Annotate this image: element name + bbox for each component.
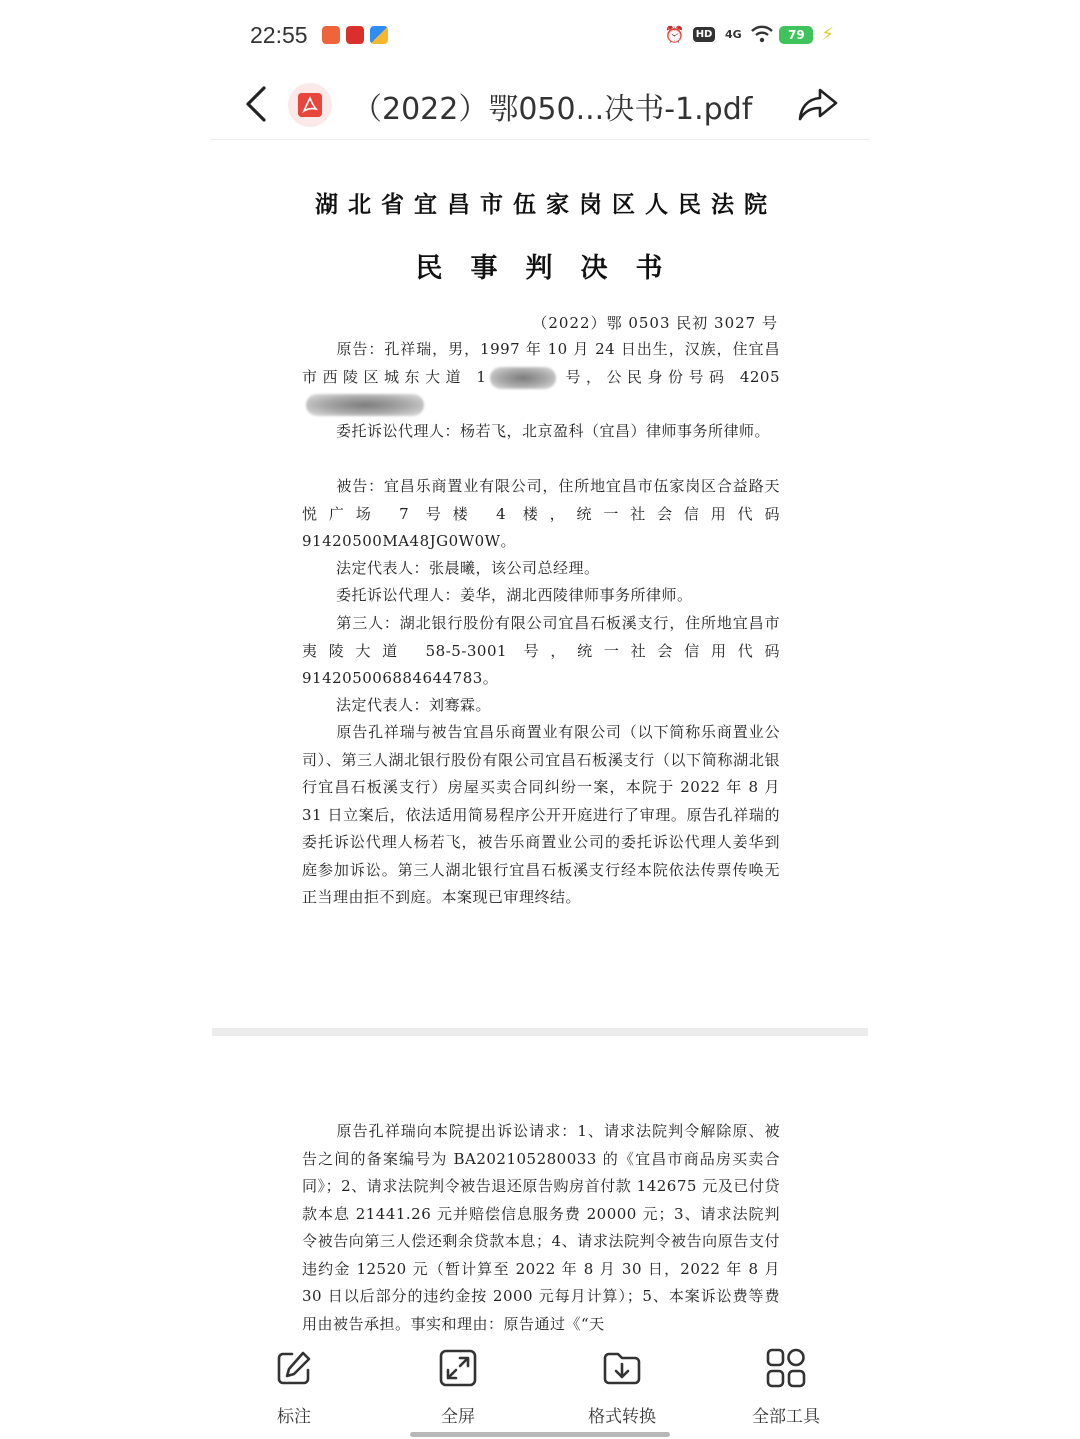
plaintiff-text-b: 号，公民身份号码 4205 [560, 367, 781, 386]
case-number: （2022）鄂 0503 民初 3027 号 [532, 314, 778, 332]
share-icon[interactable] [796, 82, 840, 126]
app-notification-icon [322, 26, 340, 44]
defendant-rep-text: 法定代表人：张晨曦，该公司总经理。 [336, 559, 600, 577]
plaintiff-paragraph [302, 336, 780, 419]
app-header [210, 70, 870, 140]
convert-icon [600, 1346, 644, 1390]
plaintiff-agent-paragraph [302, 418, 780, 446]
pdf-icon [288, 83, 332, 127]
all-tools-button[interactable] [726, 1346, 846, 1427]
third-party-rep-text: 法定代表人：刘骞霖。 [336, 696, 492, 714]
claims-text: 原告孔祥瑞向本院提出诉讼请求：1、请求法院判令解除原、被告之间的备案编号为 BA202105280033 的《宜昌市商品房买卖合同》；2、请求法院判令被告退还原告购房首付款 142675 元及已付贷款本息 21441.26 元并赔偿信息服务费 20000 元；3、请求法院判令被告向第三人偿还剩余贷款本息；4、请求法院判令被告向原告支付违约金 12520 元（暂计算至 2022 年 8 月 30 日，2022 年 8 月 30 日以后部分的违约金按 2000 元每月计算）；5、本案诉讼费等费用由被告承担。事实和理由：原告通过《“天 [302, 1122, 780, 1333]
notification-icons [322, 26, 388, 44]
redacted-id-number [306, 394, 424, 416]
document-type: 民事判决书 [415, 253, 691, 284]
app-notification-icon [370, 26, 388, 44]
charging-icon: ⚡ [821, 24, 834, 45]
hd-icon: HD [693, 27, 716, 42]
alarm-icon: ⏰ [664, 24, 685, 44]
back-icon[interactable] [238, 80, 278, 128]
defendant-text: 被告：宜昌乐商置业有限公司，住所地宜昌市伍家岗区合益路天悦广场 7 号楼 4 楼，统一社会信用代码 91420500MA48JG0W0W。 [302, 477, 780, 550]
page-separator [212, 1028, 868, 1036]
annotate-button[interactable] [234, 1346, 354, 1427]
annotate-icon [272, 1346, 316, 1390]
case-summary-paragraph [302, 719, 780, 912]
home-indicator[interactable] [410, 1432, 670, 1437]
defendant-paragraph [302, 473, 780, 556]
defendant-rep-paragraph [302, 555, 780, 583]
convert-label: 格式转换 [588, 1407, 656, 1427]
defendant-agent-paragraph [302, 582, 780, 610]
claims-paragraph [302, 1118, 780, 1336]
defendant-agent-text: 委托诉讼代理人：姜华，湖北西陵律师事务所律师。 [336, 586, 693, 604]
fullscreen-button[interactable] [398, 1346, 518, 1427]
bottom-toolbar [210, 1340, 870, 1439]
plaintiff-agent-text: 委托诉讼代理人：杨若飞，北京盈科（宜昌）律师事务所律师。 [336, 422, 771, 440]
battery-icon: 79 [779, 26, 813, 44]
redacted-address [490, 367, 556, 389]
fullscreen-icon [436, 1346, 480, 1390]
court-name: 湖北省宜昌市伍家岗区人民法院 [315, 191, 777, 218]
third-party-rep-paragraph [302, 692, 780, 720]
third-party-paragraph [302, 610, 780, 693]
all-tools-icon [764, 1346, 808, 1390]
system-status [665, 24, 834, 45]
cellular-signal-icon: 4G [725, 27, 742, 41]
app-notification-icon [346, 26, 364, 44]
annotate-label: 标注 [277, 1407, 311, 1427]
third-party-text: 第三人：湖北银行股份有限公司宜昌石板溪支行，住所地宜昌市夷陵大道 58-5-3001 号，统一社会信用代码 914205006884644783。 [302, 614, 780, 687]
case-summary-text: 原告孔祥瑞与被告宜昌乐商置业有限公司（以下简称乐商置业公司）、第三人湖北银行股份有限公司宜昌石板溪支行（以下简称湖北银行宜昌石板溪支行）房屋买卖合同纠纷一案，本院于 2022 年 8 月 31 日立案后，依法适用简易程序公开开庭进行了审理。原告孔祥瑞的委托诉讼代理人杨若飞，被告乐商置业公司的委托诉讼代理人姜华到庭参加诉讼。第三人湖北银行宜昌石板溪支行经本院依法传票传唤无正当理由拒不到庭。本案现已审理终结。 [302, 723, 780, 906]
pdf-page-1[interactable] [212, 142, 868, 1028]
status-time: 22:55 [250, 22, 308, 48]
document-title: （2022）鄂050...决书-1.pdf [352, 92, 753, 127]
plaintiff-text-a: 原告：孔祥瑞，男，1997 年 10 月 24 日出生，汉族，住宜昌市西陵区城东大道 1 [302, 340, 780, 386]
fullscreen-label: 全屏 [441, 1407, 475, 1427]
pdf-page-2[interactable] [212, 1036, 868, 1336]
all-tools-label: 全部工具 [752, 1407, 820, 1427]
convert-button[interactable] [562, 1346, 682, 1427]
wifi-icon [751, 25, 771, 45]
status-bar [210, 0, 870, 70]
